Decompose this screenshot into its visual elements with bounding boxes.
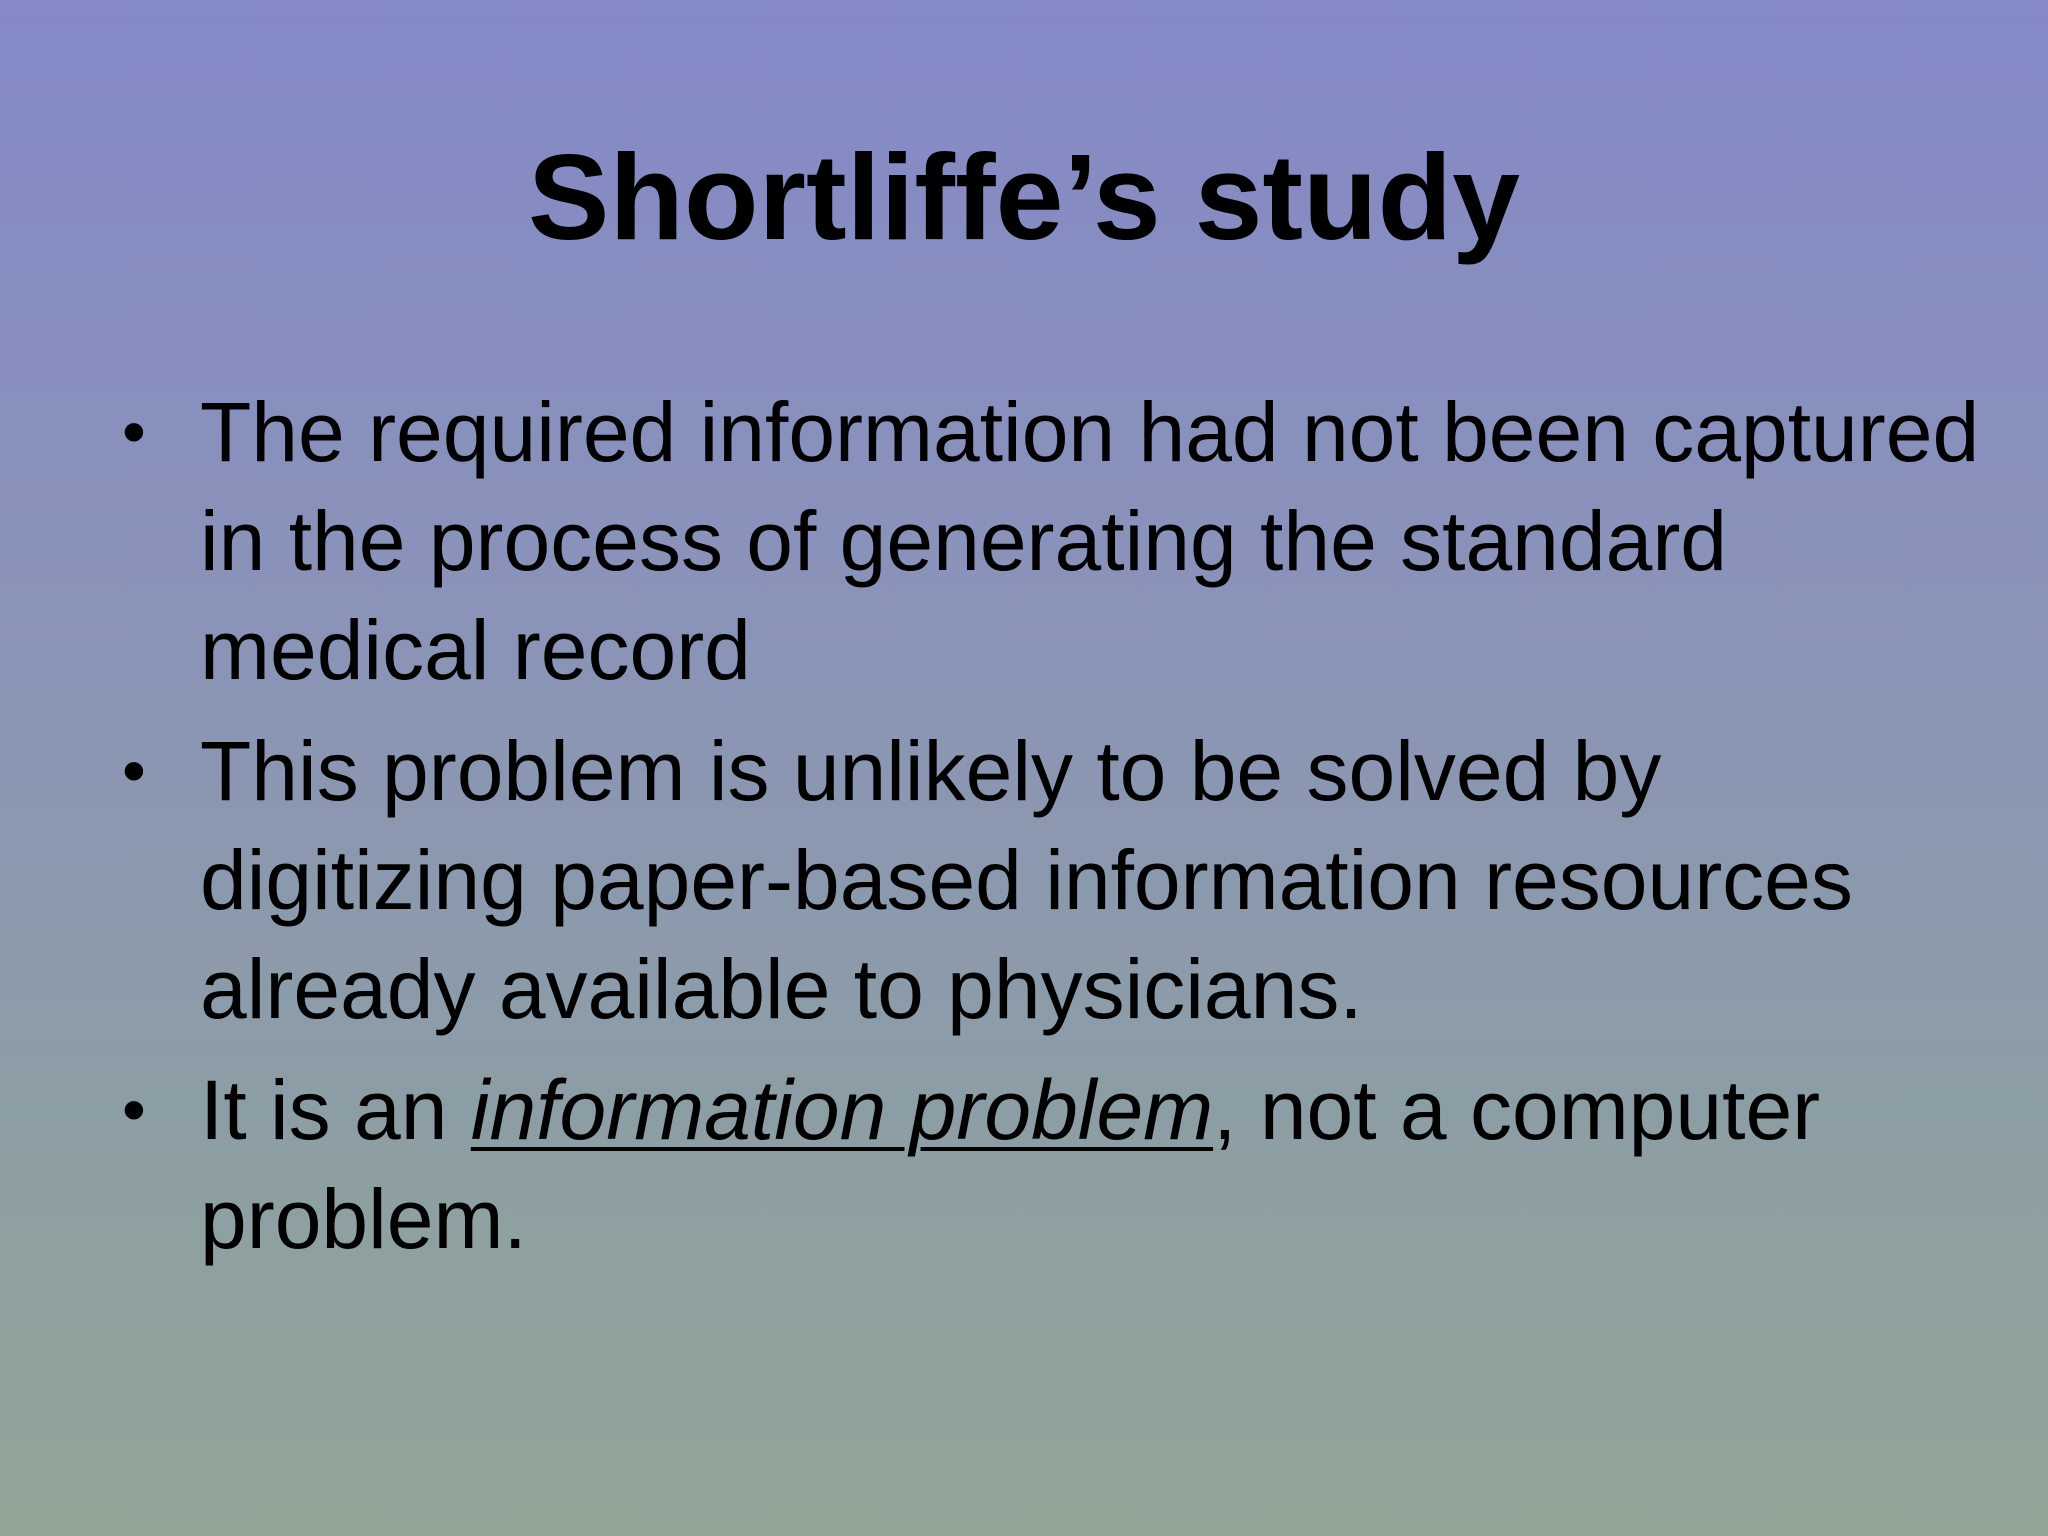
bullet-marker: • xyxy=(122,1072,146,1148)
bullet-list xyxy=(122,378,1982,1286)
emphasized-term: information problem xyxy=(470,1063,1214,1157)
bullet-text-suffix: , not a computer problem. xyxy=(200,1063,1821,1266)
bullet-text-prefix: It is an xyxy=(200,1063,471,1157)
bullet-item xyxy=(122,378,1982,705)
slide-title: Shortliffe’s study xyxy=(528,129,1520,265)
bullet-text: The required information had not been captured in the process of generating the standard medical record xyxy=(200,385,1980,697)
bullet-item xyxy=(122,1056,1982,1274)
bullet-text: This problem is unlikely to be solved by digitizing paper-based information resources already available to physicians. xyxy=(200,724,1853,1036)
bullet-marker: • xyxy=(122,733,146,809)
bullet-marker: • xyxy=(122,394,146,470)
bullet-item xyxy=(122,717,1982,1044)
